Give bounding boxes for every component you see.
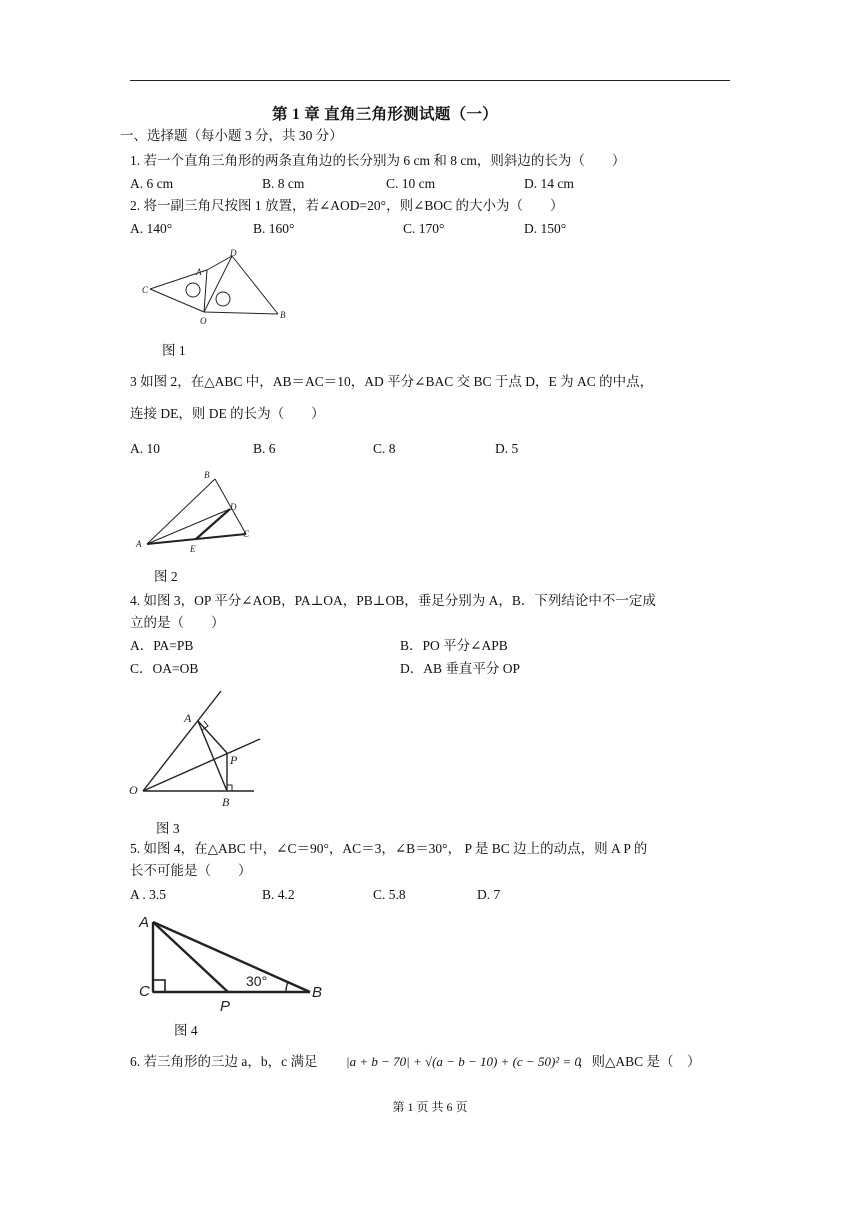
header-rule (130, 80, 730, 81)
q2-option-d: D. 150° (524, 221, 567, 236)
q5-option-c: C. 5.8 (373, 887, 406, 902)
fig1-label-o: O (200, 316, 207, 326)
q5-option-d: D. 7 (477, 887, 501, 902)
q2-option-a: A. 140° (130, 221, 173, 236)
fig1-label-d: D (230, 248, 237, 258)
q1-option-b: B. 8 cm (262, 176, 305, 191)
page-title: 第 1 章 直角三角形测试题（一） (272, 106, 498, 123)
q4-option-b: B．PO 平分∠APB (400, 638, 508, 653)
q6-stem-prefix: 6. 若三角形的三边 a，b，c 满足 (130, 1054, 318, 1069)
fig3-label-p: P (230, 753, 238, 767)
fig4-label-angle: 30° (246, 973, 268, 989)
fig4-label-a: A (139, 914, 150, 931)
figure-3-caption: 图 3 (156, 821, 180, 836)
figure-1-triangle-rulers (138, 244, 298, 334)
q4-stem-line-1: 4. 如图 3，OP 平分∠AOB，PA⊥OA，PB⊥OB，垂足分别为 A，B．下列结论中不一定成 (130, 593, 656, 608)
fig3-label-o: O (129, 783, 138, 797)
fig2-label-d: D (230, 502, 237, 512)
q1-option-d: D. 14 cm (524, 176, 574, 191)
figure-2-triangle (130, 464, 260, 556)
q5-option-a: A . 3.5 (130, 887, 167, 902)
q4-option-d: D．AB 垂直平分 OP (400, 661, 521, 676)
q2-stem: 2. 将一副三角尺按图 1 放置，若∠AOD=20°，则∠BOC 的大小为（ ） (130, 198, 564, 213)
fig3-label-b: B (222, 795, 230, 809)
q1-stem: 1. 若一个直角三角形的两条直角边的长分别为 6 cm 和 8 cm，则斜边的长为（ ） (130, 153, 626, 168)
figure-3-angle-bisector (126, 686, 266, 810)
q5-stem-line-2: 长不可能是（ ） (130, 863, 252, 878)
fig4-label-b: B (312, 984, 323, 1001)
q3-stem-line-2: 连接 DE，则 DE 的长为（ ） (130, 406, 325, 421)
q5-option-b: B. 4.2 (262, 887, 295, 902)
figure-4-right-triangle (134, 908, 334, 1018)
q3-option-a: A. 10 (130, 441, 160, 456)
q1-option-a: A. 6 cm (130, 176, 174, 191)
q4-stem-line-2: 立的是（ ） (130, 615, 225, 630)
figure-4-caption: 图 4 (174, 1023, 198, 1038)
fig1-label-b: B (280, 310, 286, 320)
fig1-label-c: C (142, 285, 149, 295)
q3-option-b: B. 6 (253, 441, 276, 456)
q3-stem-line-1: 3 如图 2，在△ABC 中，AB＝AC＝10，AD 平分∠BAC 交 BC 于点 D，E 为 AC 的中点， (130, 374, 654, 389)
q6-formula: |a + b − 70| + √(a − b − 10) + (c − 50)² = 0 (346, 1054, 581, 1069)
q2-option-c: C. 170° (403, 221, 445, 236)
q3-option-c: C. 8 (373, 441, 396, 456)
figure-1-caption: 图 1 (162, 343, 186, 358)
fig4-label-p: P (220, 998, 231, 1015)
q4-option-a: A．PA=PB (130, 638, 194, 653)
q1-option-c: C. 10 cm (386, 176, 436, 191)
fig3-label-a: A (184, 711, 192, 725)
fig1-label-a: A (196, 267, 202, 277)
figure-2-caption: 图 2 (154, 569, 178, 584)
q4-option-c: C．OA=OB (130, 661, 199, 676)
q6-stem-suffix: ，则△ABC 是（ ） (578, 1054, 701, 1069)
fig2-label-a: A (136, 539, 142, 549)
fig4-label-c: C (139, 983, 150, 1000)
page-footer: 第 1 页 共 6 页 (392, 1100, 468, 1114)
fig2-label-e: E (190, 544, 196, 554)
q5-stem-line-1: 5. 如图 4，在△ABC 中，∠C＝90°，AC＝3，∠B＝30°， P 是 BC 边上的动点，则 A P 的 (130, 841, 648, 856)
fig2-label-b: B (204, 470, 210, 480)
q2-option-b: B. 160° (253, 221, 295, 236)
q3-option-d: D. 5 (495, 441, 519, 456)
section-heading: 一、选择题（每小题 3 分，共 30 分） (120, 128, 343, 143)
fig2-label-c: C (243, 529, 250, 539)
